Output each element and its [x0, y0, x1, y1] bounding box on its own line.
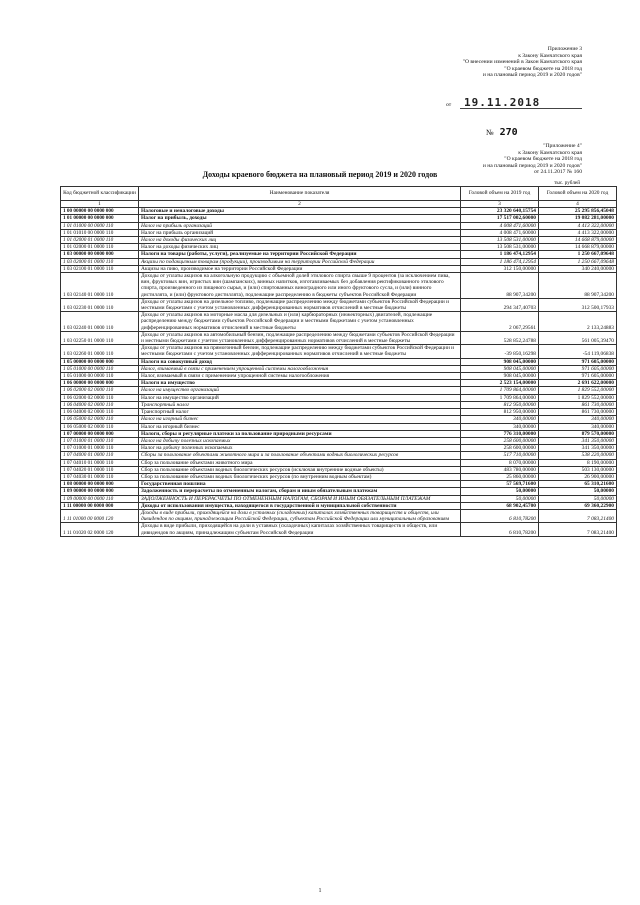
- row-code: 1 07 04000 01 0000 110: [61, 452, 139, 459]
- row-code: 1 06 05000 02 0000 110: [61, 423, 139, 430]
- row-code: 1 05 01000 00 0000 110: [61, 373, 139, 380]
- row-value-2020: 88 907,34200: [539, 273, 617, 299]
- row-value-2020: 861 730,00000: [539, 409, 617, 416]
- row-value-2020: 538 220,00000: [539, 452, 617, 459]
- table-row: [61, 237, 617, 244]
- row-name: Налоги на товары (работы, услуги), реализуемые на территории Российской Федерации: [139, 251, 461, 258]
- row-value-2020: 971 605,00000: [539, 358, 617, 365]
- table-row: [61, 387, 617, 394]
- row-name: Налог на добычу полезных ископаемых: [139, 437, 461, 444]
- row-value-2019: 6 810,78200: [461, 509, 539, 522]
- row-value-2020: 65 310,21600: [539, 481, 617, 488]
- number-handwritten: 270: [499, 127, 518, 138]
- table-row: [61, 208, 617, 215]
- row-name: Доходы от использования имущества, находящегося в государственной и муниципальной собственности: [139, 502, 461, 509]
- row-code: 1 09 00000 00 0000 110: [61, 495, 139, 502]
- header-line: "О краевом бюджете на 2018 год: [504, 156, 582, 163]
- row-value-2020: 1 829 552,00000: [539, 387, 617, 394]
- row-code: 1 06 04000 02 0000 110: [61, 401, 139, 408]
- row-name: Доходы от уплаты акцизов на дизельное топливо, подлежащие распределению между бюджетами субъектов Российской Федерации и местными бюджетами с учетом установленных дифференцированных нормативов отчислений в местные бюджеты: [139, 298, 461, 311]
- table-row: [61, 523, 617, 536]
- row-value-2019: 776 310,00000: [461, 430, 539, 437]
- row-value-2020: 341 350,00000: [539, 445, 617, 452]
- row-code: 1 06 05000 02 0000 110: [61, 416, 139, 423]
- row-value-2020: 971 605,00000: [539, 365, 617, 372]
- row-code: 1 01 02000 01 0000 110: [61, 244, 139, 251]
- row-value-2019: 6 810,78200: [461, 523, 539, 536]
- table-row: [61, 365, 617, 372]
- number-stamp: [486, 127, 518, 138]
- table-row: [61, 244, 617, 251]
- revenue-table: [60, 186, 617, 537]
- row-value-2019: 908 045,00000: [461, 373, 539, 380]
- row-name: ЗАДОЛЖЕННОСТЬ И ПЕРЕРАСЧЕТЫ ПО ОТМЕНЕННЫМ НАЛОГАМ, СБОРАМ И ИНЫМ ОБЯЗАТЕЛЬНЫМ ПЛАТЕЖАМ: [139, 495, 461, 502]
- row-value-2019: 1 186 474,12954: [461, 258, 539, 265]
- row-value-2020: 2 691 622,00000: [539, 380, 617, 387]
- table-row: [61, 298, 617, 311]
- date-handwritten: 19.11.2018: [464, 96, 541, 109]
- row-value-2019: 13 508 531,00000: [461, 237, 539, 244]
- row-value-2020: 312 500,17933: [539, 298, 617, 311]
- row-value-2019: 88 907,34200: [461, 273, 539, 299]
- row-code: 1 03 02140 01 0000 110: [61, 273, 139, 299]
- col-header-2019: Головой объем на 2019 год: [461, 187, 539, 201]
- row-name: Сборы за пользование объектами животного мира и за пользование объектами водных биологических ресурсов: [139, 452, 461, 459]
- row-name: Акцизы по подакцизным товарам (продукции), производимым на территории Российской Федерации: [139, 258, 461, 265]
- row-value-2019: 294 347,40703: [461, 298, 539, 311]
- row-code: 1 07 00000 00 0000 000: [61, 430, 139, 437]
- date-underline: [460, 108, 582, 109]
- row-name: Транспортный налог: [139, 409, 461, 416]
- row-code: 1 01 01010 00 0000 110: [61, 229, 139, 236]
- row-code: 1 00 00000 00 0000 000: [61, 208, 139, 215]
- row-value-2020: 26 900,00000: [539, 473, 617, 480]
- row-value-2019: -39 850,16298: [461, 345, 539, 358]
- row-value-2020: 69 360,22900: [539, 502, 617, 509]
- row-code: 1 01 00000 00 0000 000: [61, 215, 139, 222]
- row-value-2020: 50,00000: [539, 488, 617, 495]
- row-name: Налоги на совокупный доход: [139, 358, 461, 365]
- row-value-2019: 57 569,71600: [461, 481, 539, 488]
- table-row: [61, 345, 617, 358]
- row-value-2019: 258 600,00000: [461, 445, 539, 452]
- table-row: [61, 437, 617, 444]
- table-row: [61, 430, 617, 437]
- row-value-2019: 17 517 002,60000: [461, 215, 539, 222]
- row-value-2019: 340,00000: [461, 423, 539, 430]
- row-name: Налог на прибыль организаций: [139, 229, 461, 236]
- row-value-2019: 258 600,00000: [461, 437, 539, 444]
- unit-label: тыс. рублей: [554, 180, 580, 186]
- col-header-name: Наименование показателя: [139, 187, 461, 201]
- row-value-2019: 812 950,00000: [461, 409, 539, 416]
- row-value-2020: 7 083,21400: [539, 523, 617, 536]
- row-value-2019: 1 186 474,12954: [461, 251, 539, 258]
- row-code: 1 03 02230 01 0000 110: [61, 298, 139, 311]
- row-code: 1 03 00000 00 0000 000: [61, 251, 139, 258]
- document-title: Доходы краевого бюджета на плановый период 2019 и 2020 годов: [202, 170, 438, 179]
- row-value-2020: 971 605,00000: [539, 373, 617, 380]
- table-row: [61, 509, 617, 522]
- col-header-2020: Головой объем на 2020 год: [539, 187, 617, 201]
- row-value-2020: 503 130,00000: [539, 466, 617, 473]
- row-name: Доходы от уплаты акцизов на моторные масла для дизельных и (или) карбюраторных (инжекторных) двигателей, подлежащие распределению между бюджетами субъектов Российской Федерации и местными бюджетами с учетом установленных дифференцированных нормативов отчислений в местные бюджеты: [139, 312, 461, 332]
- row-code: 1 03 02000 01 0000 110: [61, 258, 139, 265]
- table-row: [61, 481, 617, 488]
- row-code: 1 06 02000 02 0000 110: [61, 394, 139, 401]
- header-top: [463, 46, 582, 79]
- row-name: Налог на доходы физических лиц: [139, 244, 461, 251]
- table-row: [61, 251, 617, 258]
- table-row: [61, 459, 617, 466]
- table-row: [61, 358, 617, 365]
- row-value-2019: 68 902,45700: [461, 502, 539, 509]
- header-line: к Закону Камчатского края: [518, 52, 582, 59]
- header-line: Приложение 3: [547, 46, 582, 52]
- row-value-2019: 8 070,00000: [461, 459, 539, 466]
- table-row: [61, 258, 617, 265]
- row-value-2020: 340 240,00000: [539, 265, 617, 272]
- row-name: Налог на имущество организаций: [139, 394, 461, 401]
- header-line: и на плановый период 2019 и 2020 годов": [482, 162, 582, 169]
- col-header-code: Код бюджетной классификации: [61, 187, 139, 201]
- row-name: Налог на игорный бизнес: [139, 423, 461, 430]
- row-value-2019: 483 780,00000: [461, 466, 539, 473]
- row-name: Доходы от уплаты акцизов на алкогольную продукцию с объемной долей этилового спирта свыше 9 процентов (за исключением пива, вин, фруктовых вин, игристых вин (шампанских), винных напитков, изготавливаемых без добавления ректификованного этилового спирта, произведенного из пищевого сырья, и (или) спиртованных виноградного или иного фруктового сусла, и (или) винного дистиллята, и (или) фруктового дистиллята), подлежащие распределению в бюджеты субъектов Российской Федерации: [139, 273, 461, 299]
- col-index: 4: [539, 201, 617, 208]
- header-line: "О краевом бюджете на 2018 год: [504, 65, 582, 72]
- table-body: [61, 208, 617, 537]
- row-value-2020: 4 413 322,00000: [539, 222, 617, 229]
- table-row: [61, 473, 617, 480]
- row-code: 1 07 04010 01 0000 110: [61, 459, 139, 466]
- row-name: Государственная пошлина: [139, 481, 461, 488]
- row-value-2019: 2 523 154,00000: [461, 380, 539, 387]
- row-name: Налог на имущество организаций: [139, 387, 461, 394]
- row-code: 1 05 00000 00 0000 000: [61, 358, 139, 365]
- table-row: [61, 445, 617, 452]
- row-code: 1 03 02100 01 0000 110: [61, 265, 139, 272]
- table-row: [61, 394, 617, 401]
- table-row: [61, 215, 617, 222]
- row-value-2019: 908 045,00000: [461, 358, 539, 365]
- row-name: Налог, взимаемый в связи с применением упрощенной системы налогообложения: [139, 365, 461, 372]
- row-value-2020: 4 413 322,00000: [539, 229, 617, 236]
- table-row: [61, 452, 617, 459]
- row-code: 1 01 02000 01 0000 110: [61, 237, 139, 244]
- row-value-2020: 1 250 667,09648: [539, 258, 617, 265]
- table-row: [61, 265, 617, 272]
- row-code: 1 07 04020 01 0000 110: [61, 466, 139, 473]
- row-value-2020: 1 250 667,09648: [539, 251, 617, 258]
- row-value-2020: 14 668 879,00000: [539, 237, 617, 244]
- row-code: 1 06 00000 00 0000 000: [61, 380, 139, 387]
- row-value-2020: -54 119,06838: [539, 345, 617, 358]
- table-row: [61, 495, 617, 502]
- row-name: Доходы в виде прибыли, приходящейся на доли в уставных (складочных) капиталах хозяйственных товариществ и обществ, или дивидендов по акциям, принадлежащим субъектам Российской Федерации: [139, 523, 461, 536]
- row-value-2019: 4 008 471,60000: [461, 222, 539, 229]
- table-row: [61, 273, 617, 299]
- header-line: и на плановый период 2019 и 2020 годов": [482, 72, 582, 79]
- date-prefix: от: [446, 102, 452, 108]
- row-name: Акцизы на пиво, производимое на территории Российской Федерации: [139, 265, 461, 272]
- row-value-2020: 2 133,24883: [539, 312, 617, 332]
- table-row: [61, 409, 617, 416]
- number-sign: №: [486, 128, 494, 137]
- table-row: [61, 331, 617, 344]
- row-value-2019: 528 852,24788: [461, 331, 539, 344]
- row-code: 1 03 02250 01 0000 110: [61, 331, 139, 344]
- row-name: Сбор за пользование объектами животного мира: [139, 459, 461, 466]
- col-index: 1: [61, 201, 139, 208]
- table-row: [61, 502, 617, 509]
- table-row: [61, 466, 617, 473]
- row-code: 1 11 00000 00 0000 000: [61, 502, 139, 509]
- row-value-2019: 13 508 531,00000: [461, 244, 539, 251]
- row-code: 1 06 02000 02 0000 110: [61, 387, 139, 394]
- row-code: 1 03 02260 01 0000 110: [61, 345, 139, 358]
- row-code: 1 03 02240 01 0000 110: [61, 312, 139, 332]
- row-value-2020: 14 668 879,00000: [539, 244, 617, 251]
- table-row: [61, 373, 617, 380]
- header-line: от 24.11.2017 № 160: [533, 169, 582, 176]
- row-code: 1 09 00000 00 0000 000: [61, 488, 139, 495]
- row-value-2019: 23 320 640,15754: [461, 208, 539, 215]
- row-value-2019: 908 045,00000: [461, 365, 539, 372]
- table-row: [61, 401, 617, 408]
- row-name: Доходы от уплаты акцизов на автомобильный бензин, подлежащие распределению между бюджетами субъектов Российской Федерации и местными бюджетами с учетом установленных дифференцированных нормативов отчислений в местные бюджеты: [139, 331, 461, 344]
- row-name: Налоговые и неналоговые доходы: [139, 208, 461, 215]
- row-name: Доходы в виде прибыли, приходящейся на доли в уставных (складочных) капиталах хозяйственных товариществ и обществ, или дивидендов по акциям, принадлежащим Российской Федерации, субъектам Российской Федерации или муниципальным образованиям: [139, 509, 461, 522]
- row-value-2020: 19 082 281,00000: [539, 215, 617, 222]
- header-line: к Закону Камчатского края: [518, 149, 582, 156]
- row-value-2020: 879 570,00000: [539, 430, 617, 437]
- table-row: [61, 416, 617, 423]
- row-value-2020: 7 083,21400: [539, 509, 617, 522]
- row-code: 1 07 04030 01 0000 110: [61, 473, 139, 480]
- row-code: 1 06 04000 02 0000 110: [61, 409, 139, 416]
- row-value-2019: 1 709 864,00000: [461, 387, 539, 394]
- row-value-2019: 312 150,00000: [461, 265, 539, 272]
- row-code: 1 07 01000 01 0000 110: [61, 445, 139, 452]
- row-value-2020: 340,00000: [539, 416, 617, 423]
- row-value-2020: 561 005,39470: [539, 331, 617, 344]
- row-value-2020: 25 295 856,45048: [539, 208, 617, 215]
- row-value-2019: 50,00000: [461, 488, 539, 495]
- row-value-2019: 25 860,00000: [461, 473, 539, 480]
- row-value-2020: 861 730,00000: [539, 401, 617, 408]
- table-row: [61, 312, 617, 332]
- col-index: 2: [139, 201, 461, 208]
- row-value-2020: 340,00000: [539, 423, 617, 430]
- row-value-2020: 341 350,00000: [539, 437, 617, 444]
- row-name: Налог на доходы физических лиц: [139, 237, 461, 244]
- table-row: [61, 229, 617, 236]
- row-code: 1 05 01000 00 0000 110: [61, 365, 139, 372]
- table-row: [61, 222, 617, 229]
- row-value-2019: 812 950,00000: [461, 401, 539, 408]
- page-number: 1: [318, 888, 322, 894]
- row-value-2019: 1 709 864,00000: [461, 394, 539, 401]
- row-name: Налог на добычу полезных ископаемых: [139, 445, 461, 452]
- row-code: 1 08 00000 00 0000 000: [61, 481, 139, 488]
- row-name: Налоги, сборы и регулярные платежи за пользование природными ресурсами: [139, 430, 461, 437]
- table-row: [61, 488, 617, 495]
- row-value-2019: 340,00000: [461, 416, 539, 423]
- row-value-2019: 50,00000: [461, 495, 539, 502]
- header-line: "О внесении изменений в Закон Камчатского края: [462, 59, 582, 66]
- row-name: Транспортный налог: [139, 401, 461, 408]
- row-name: Налог на игорный бизнес: [139, 416, 461, 423]
- row-name: Сбор за пользование объектами водных биологических ресурсов (исключая внутренние водные объекты): [139, 466, 461, 473]
- date-stamp: [446, 96, 594, 109]
- row-value-2020: 8 190,00000: [539, 459, 617, 466]
- row-code: 1 11 01020 02 0000 120: [61, 523, 139, 536]
- row-value-2019: 2 067,29561: [461, 312, 539, 332]
- table-row: [61, 423, 617, 430]
- table-row: [61, 380, 617, 387]
- row-value-2020: 1 829 552,00000: [539, 394, 617, 401]
- row-name: Доходы от уплаты акцизов на прямогонный бензин, подлежащие распределению между бюджетами субъектов Российской Федерации и местными бюджетами с учетом установленных дифференцированных нормативов отчислений в местные бюджеты: [139, 345, 461, 358]
- row-name: Задолженность и перерасчеты по отмененным налогам, сборам и иным обязательным платежам: [139, 488, 461, 495]
- col-index: 3: [461, 201, 539, 208]
- row-name: Налог, взимаемый в связи с применением упрощенной системы налогообложения: [139, 373, 461, 380]
- header-line: "Приложение 4": [543, 143, 582, 149]
- row-code: 1 07 01000 01 0000 110: [61, 437, 139, 444]
- row-code: 1 11 01000 00 0000 120: [61, 509, 139, 522]
- row-name: Налог на прибыль организаций: [139, 222, 461, 229]
- row-name: Сбор за пользование объектами водных биологических ресурсов (по внутренним водным объектам): [139, 473, 461, 480]
- row-name: Налог на прибыль, доходы: [139, 215, 461, 222]
- row-code: 1 01 01000 00 0000 110: [61, 222, 139, 229]
- row-name: Налоги на имущество: [139, 380, 461, 387]
- row-value-2019: 4 008 471,60000: [461, 229, 539, 236]
- row-value-2019: 517 710,00000: [461, 452, 539, 459]
- row-value-2020: 50,00000: [539, 495, 617, 502]
